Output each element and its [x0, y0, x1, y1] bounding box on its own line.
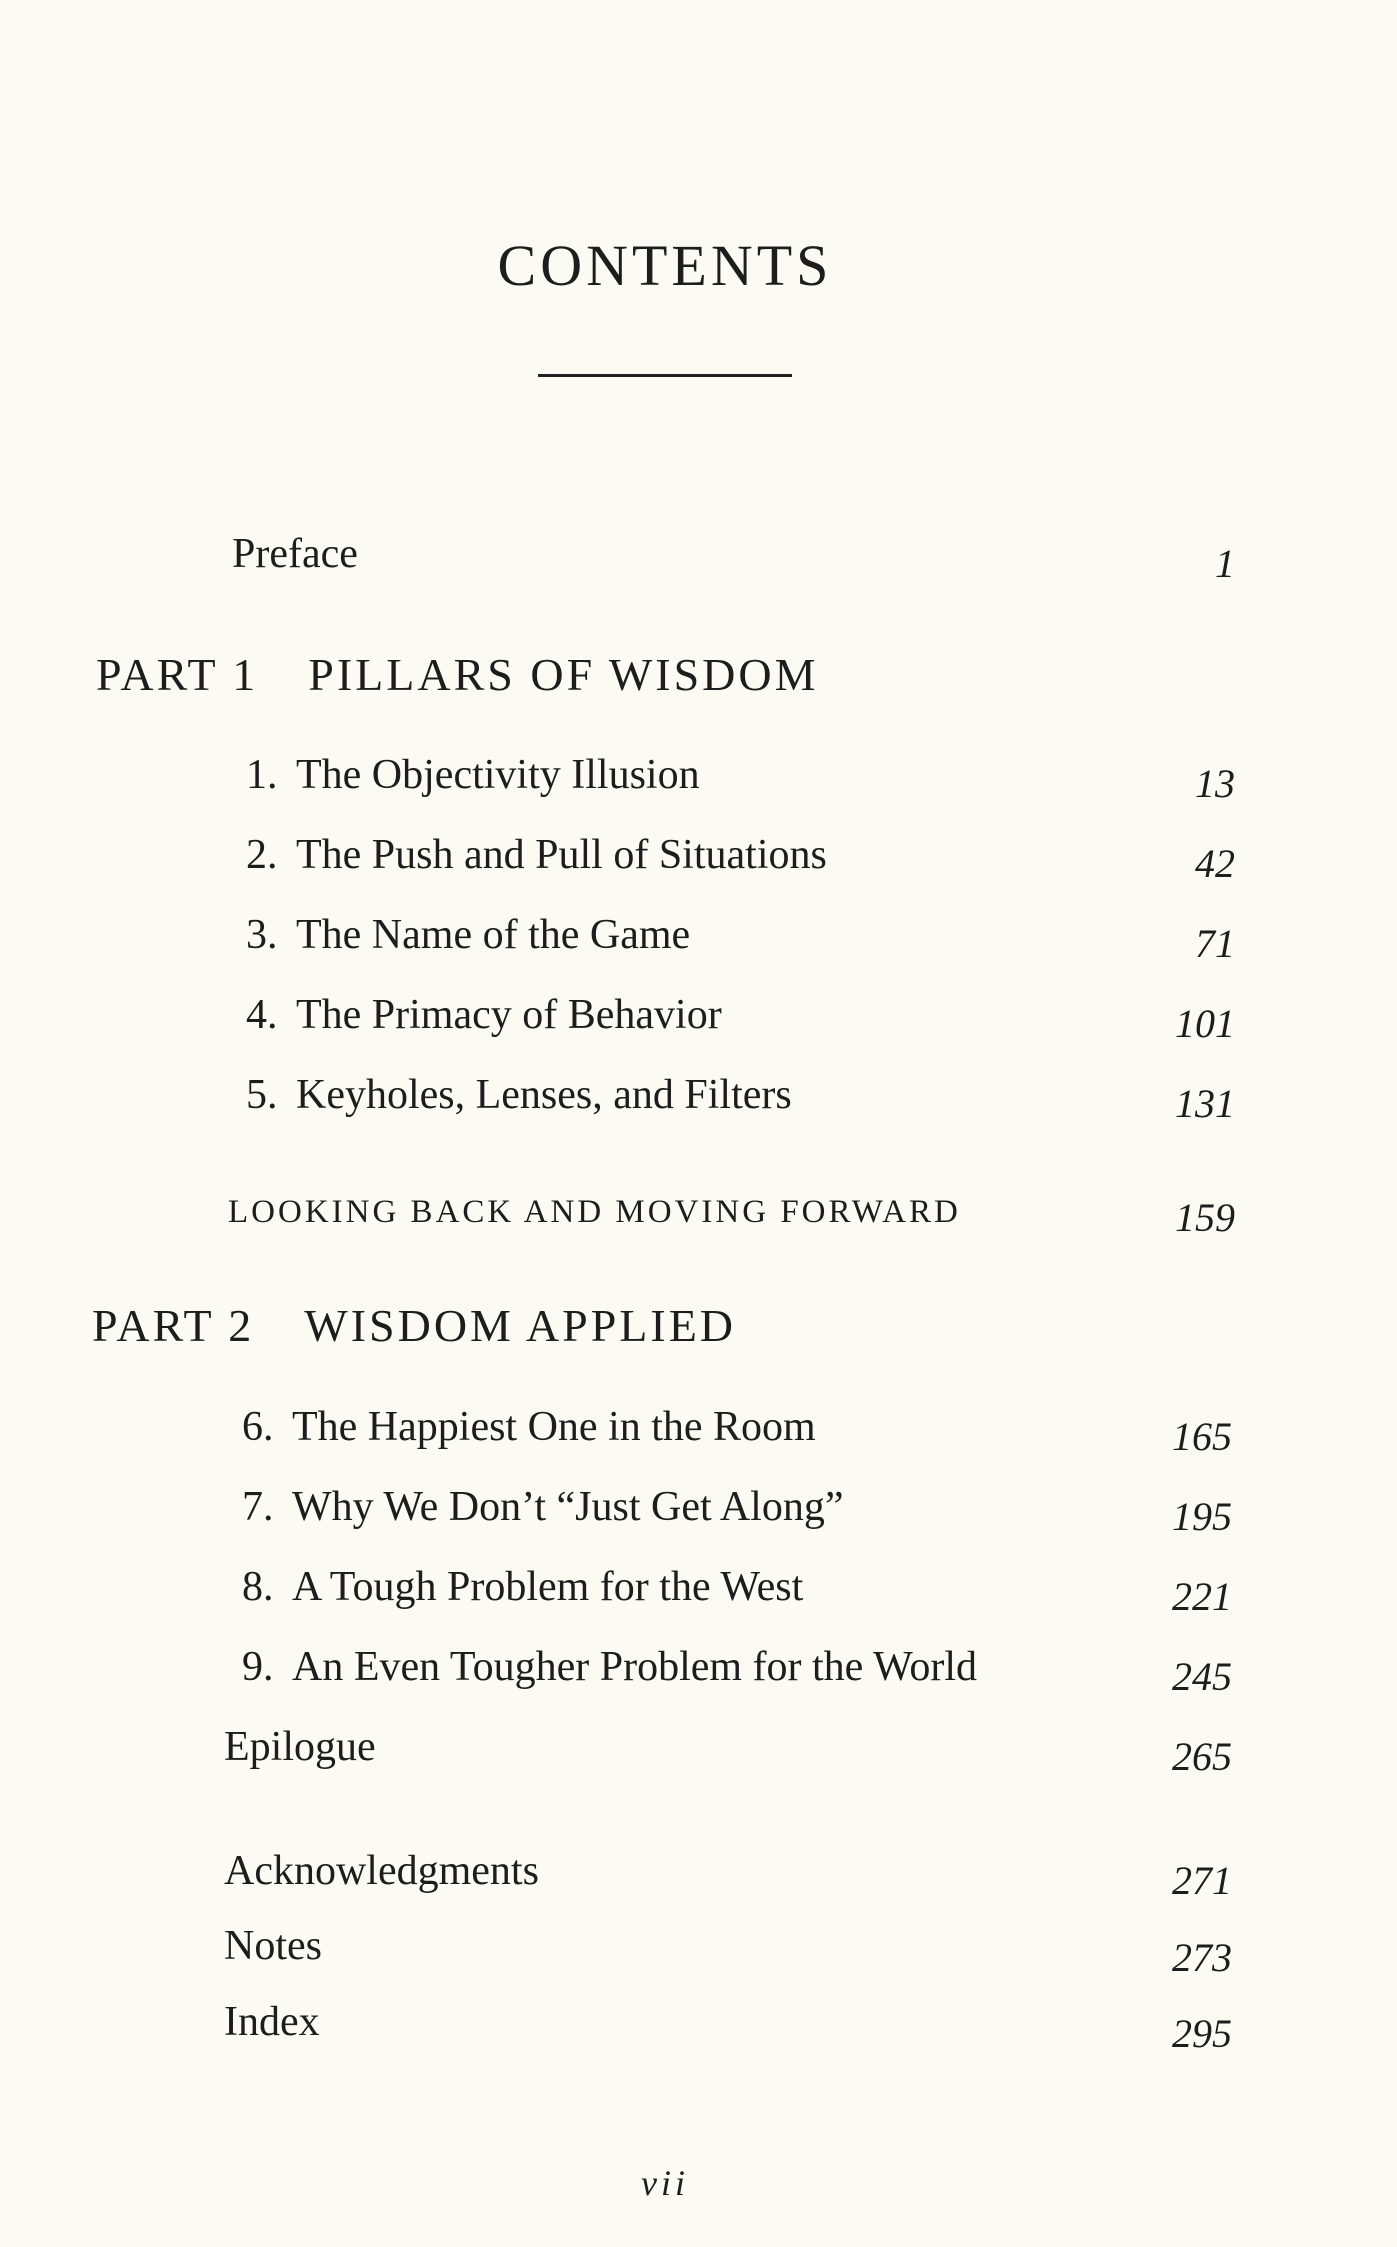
- toc-entry-acknowledgments: Acknowledgments: [224, 1848, 539, 1894]
- toc-entry-epilogue: Epilogue: [224, 1724, 376, 1770]
- part-2-number: PART 2: [92, 1300, 255, 1351]
- chapter-title: Keyholes, Lenses, and Filters: [296, 1072, 792, 1118]
- toc-entry-chapter-8: [242, 1563, 803, 1611]
- chapter-title: The Happiest One in the Room: [292, 1404, 816, 1450]
- part-1-heading: [96, 648, 819, 701]
- toc-page-chapter-1: 13: [1195, 761, 1235, 806]
- toc-page-interlude: 159: [1175, 1195, 1235, 1240]
- toc-entry-chapter-1: [246, 751, 700, 799]
- toc-page-epilogue: 265: [1172, 1734, 1232, 1779]
- chapter-number: 1.: [246, 752, 278, 798]
- title-rule: [538, 374, 792, 377]
- toc-entry-chapter-5: [246, 1071, 792, 1119]
- toc-page-chapter-7: 195: [1172, 1494, 1232, 1539]
- toc-page-chapter-2: 42: [1195, 841, 1235, 886]
- toc-entry-chapter-4: [246, 991, 722, 1039]
- toc-page-preface: 1: [1215, 541, 1235, 586]
- toc-entry-chapter-9: [242, 1643, 977, 1691]
- chapter-title: An Even Tougher Problem for the World: [292, 1644, 978, 1690]
- toc-page-chapter-6: 165: [1172, 1414, 1232, 1459]
- toc-entry-chapter-7: [242, 1483, 844, 1531]
- chapter-number: 4.: [246, 992, 278, 1038]
- chapter-title: A Tough Problem for the West: [292, 1564, 804, 1610]
- chapter-title: The Push and Pull of Situations: [296, 832, 827, 878]
- toc-entry-chapter-2: [246, 831, 827, 879]
- part-2-title: WISDOM APPLIED: [304, 1300, 737, 1351]
- toc-page-index: 295: [1172, 2011, 1232, 2056]
- chapter-title: The Name of the Game: [296, 912, 691, 958]
- chapter-title: The Objectivity Illusion: [296, 752, 700, 798]
- toc-page-chapter-4: 101: [1175, 1001, 1235, 1046]
- toc-entry-chapter-3: [246, 911, 690, 959]
- toc-page-chapter-3: 71: [1195, 921, 1235, 966]
- part-1-title: PILLARS OF WISDOM: [308, 649, 819, 700]
- chapter-number: 5.: [246, 1072, 278, 1118]
- chapter-title: Why We Don’t “Just Get Along”: [292, 1484, 844, 1530]
- toc-page-chapter-8: 221: [1172, 1574, 1232, 1619]
- part-2-heading: [92, 1299, 736, 1352]
- toc-page-acknowledgments: 271: [1172, 1858, 1232, 1903]
- chapter-title: The Primacy of Behavior: [296, 992, 722, 1038]
- toc-page-chapter-9: 245: [1172, 1654, 1232, 1699]
- toc-entry-chapter-6: [242, 1403, 816, 1451]
- toc-entry-preface: Preface: [232, 531, 358, 577]
- page-number: vii: [641, 2163, 689, 2203]
- toc-entry-interlude: LOOKING BACK AND MOVING FORWARD: [228, 1194, 961, 1230]
- toc-entry-index: Index: [224, 1999, 320, 2045]
- chapter-number: 8.: [242, 1564, 274, 1610]
- chapter-number: 6.: [242, 1404, 274, 1450]
- part-1-number: PART 1: [96, 649, 259, 700]
- chapter-number: 9.: [242, 1644, 274, 1690]
- page-title: CONTENTS: [497, 233, 833, 298]
- toc-page-chapter-5: 131: [1175, 1081, 1235, 1126]
- chapter-number: 2.: [246, 832, 278, 878]
- toc-page-notes: 273: [1172, 1935, 1232, 1980]
- chapter-number: 7.: [242, 1484, 274, 1530]
- chapter-number: 3.: [246, 912, 278, 958]
- toc-entry-notes: Notes: [224, 1923, 322, 1969]
